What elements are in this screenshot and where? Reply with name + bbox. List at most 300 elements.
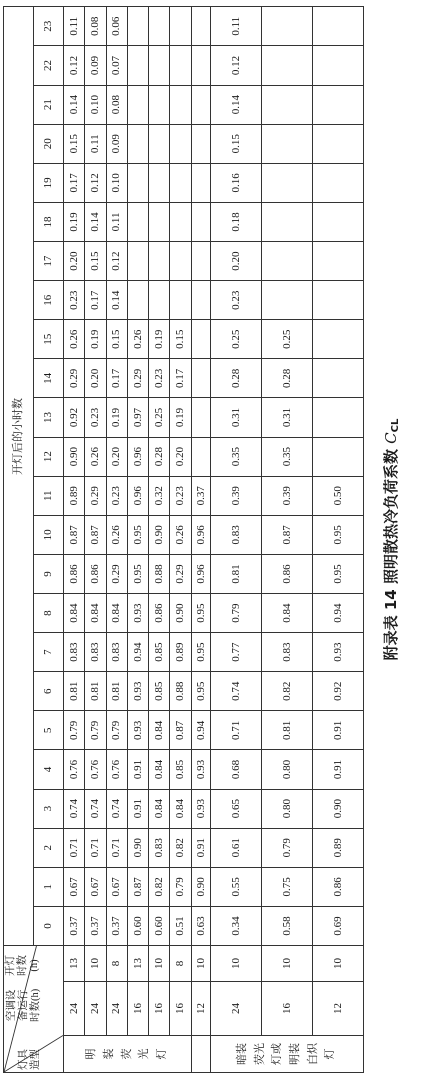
coefficient-cell: 0.83 xyxy=(106,633,127,672)
coefficient-cell: 0.14 xyxy=(85,202,106,241)
coefficient-cell: 0.15 xyxy=(85,242,106,281)
coefficient-cell: 0.26 xyxy=(106,515,127,554)
coefficient-cell: 0.88 xyxy=(149,554,170,593)
coefficient-cell: 0.93 xyxy=(127,672,148,711)
coefficient-cell: 0.97 xyxy=(127,398,148,437)
coefficient-cell xyxy=(149,163,170,202)
coefficient-cell: 0.81 xyxy=(64,672,85,711)
coefficient-cell: 0.15 xyxy=(106,320,127,359)
table-row xyxy=(64,7,85,1073)
table-row xyxy=(106,7,127,1073)
hour-header-17: 17 xyxy=(34,242,64,281)
coefficient-cell xyxy=(170,281,191,320)
coefficient-cell xyxy=(127,46,148,85)
coefficient-cell: 0.68 xyxy=(211,750,262,789)
coefficient-cell: 0.83 xyxy=(211,515,262,554)
coefficient-cell: 0.14 xyxy=(106,281,127,320)
table-row xyxy=(127,7,148,1073)
coefficient-cell xyxy=(262,242,313,281)
coefficient-cell: 0.55 xyxy=(211,867,262,906)
coefficient-cell: 0.25 xyxy=(211,320,262,359)
coefficient-cell: 0.18 xyxy=(211,202,262,241)
coefficient-cell: 0.82 xyxy=(262,672,313,711)
coefficient-cell xyxy=(313,7,364,46)
hour-header-14: 14 xyxy=(34,359,64,398)
light-hours-cell: 10 xyxy=(85,945,106,981)
coefficient-cell xyxy=(149,242,170,281)
hour-header-7: 7 xyxy=(34,633,64,672)
coefficient-cell xyxy=(170,163,191,202)
coefficient-cell: 0.79 xyxy=(211,594,262,633)
coefficient-cell: 0.23 xyxy=(211,281,262,320)
table-row xyxy=(170,7,191,1073)
table-row xyxy=(313,7,364,1073)
title-text: 附录表 14 照明散热冷负荷系数 xyxy=(382,443,400,661)
coefficient-cell: 0.94 xyxy=(127,633,148,672)
coefficient-cell xyxy=(313,46,364,85)
coefficient-cell: 0.84 xyxy=(149,750,170,789)
coefficient-cell: 0.84 xyxy=(64,594,85,633)
coefficient-cell xyxy=(262,124,313,163)
coefficient-cell: 0.12 xyxy=(64,46,85,85)
coefficient-cell: 0.60 xyxy=(127,906,148,945)
coefficient-cell: 0.15 xyxy=(211,124,262,163)
coefficient-cell: 0.91 xyxy=(313,750,364,789)
fixture-type-empty-cell xyxy=(191,1036,211,1073)
coefficient-cell: 0.35 xyxy=(211,437,262,476)
coefficient-cell: 0.16 xyxy=(211,163,262,202)
coefficient-cell: 0.17 xyxy=(64,163,85,202)
coefficient-cell: 0.92 xyxy=(313,672,364,711)
coefficient-cell: 0.79 xyxy=(106,711,127,750)
hour-header-22: 22 xyxy=(34,46,64,85)
hour-header-4: 4 xyxy=(34,750,64,789)
coefficient-cell: 0.89 xyxy=(64,476,85,515)
coefficient-cell: 0.67 xyxy=(85,867,106,906)
coefficient-cell: 0.86 xyxy=(85,554,106,593)
coefficient-cell xyxy=(127,281,148,320)
coefficient-cell: 0.82 xyxy=(149,867,170,906)
coefficient-cell: 0.76 xyxy=(106,750,127,789)
coefficient-cell: 0.29 xyxy=(170,554,191,593)
ac-hours-cell: 24 xyxy=(106,982,127,1036)
coefficient-cell: 0.90 xyxy=(64,437,85,476)
coefficient-cell xyxy=(313,437,364,476)
ac-hours-cell: 24 xyxy=(85,982,106,1036)
coefficient-cell: 0.29 xyxy=(127,359,148,398)
coefficient-cell: 0.91 xyxy=(191,828,211,867)
coefficient-cell: 0.58 xyxy=(262,906,313,945)
coefficient-cell: 0.86 xyxy=(262,554,313,593)
coefficient-cell: 0.39 xyxy=(211,476,262,515)
coefficient-cell: 0.87 xyxy=(85,515,106,554)
hour-header-0: 0 xyxy=(34,906,64,945)
corner-ac-label: 空调设 备运行 时数(h) xyxy=(6,988,42,1022)
coefficient-cell xyxy=(191,46,211,85)
light-hours-cell: 10 xyxy=(211,945,262,981)
coefficient-cell: 0.11 xyxy=(211,7,262,46)
coefficient-cell: 0.95 xyxy=(313,515,364,554)
coefficient-cell: 0.82 xyxy=(170,828,191,867)
coefficient-cell: 0.93 xyxy=(191,789,211,828)
coefficient-cell: 0.25 xyxy=(262,320,313,359)
coefficient-cell: 0.90 xyxy=(313,789,364,828)
coefficient-cell xyxy=(191,281,211,320)
coefficient-cell: 0.60 xyxy=(149,906,170,945)
coefficient-cell xyxy=(262,202,313,241)
coefficient-cell: 0.12 xyxy=(211,46,262,85)
hour-header-18: 18 xyxy=(34,202,64,241)
hour-header-9: 9 xyxy=(34,554,64,593)
coefficient-cell: 0.94 xyxy=(191,711,211,750)
coefficient-cell xyxy=(191,124,211,163)
coefficient-cell: 0.19 xyxy=(64,202,85,241)
coefficient-cell xyxy=(191,359,211,398)
light-hours-cell: 10 xyxy=(191,945,211,981)
coefficient-cell: 0.79 xyxy=(64,711,85,750)
coefficient-cell: 0.83 xyxy=(85,633,106,672)
coefficient-cell: 0.87 xyxy=(262,515,313,554)
coefficient-cell: 0.17 xyxy=(85,281,106,320)
ac-hours-cell: 16 xyxy=(127,982,148,1036)
coefficient-cell xyxy=(170,7,191,46)
hour-header-3: 3 xyxy=(34,789,64,828)
ac-hours-cell: 24 xyxy=(64,982,85,1036)
coefficient-cell: 0.39 xyxy=(262,476,313,515)
coefficient-cell: 0.34 xyxy=(211,906,262,945)
coefficient-cell: 0.84 xyxy=(262,594,313,633)
coefficient-cell xyxy=(313,163,364,202)
coefficient-cell: 0.79 xyxy=(170,867,191,906)
hour-header-5: 5 xyxy=(34,711,64,750)
ac-hours-cell: 12 xyxy=(313,982,364,1036)
title-subscript: CL xyxy=(390,418,401,433)
coefficient-cell: 0.31 xyxy=(262,398,313,437)
coefficient-cell: 0.92 xyxy=(64,398,85,437)
coefficient-cell: 0.79 xyxy=(262,828,313,867)
coefficient-cell: 0.20 xyxy=(170,437,191,476)
coefficient-cell: 0.23 xyxy=(149,359,170,398)
coefficient-cell: 0.14 xyxy=(64,85,85,124)
coefficient-cell: 0.71 xyxy=(64,828,85,867)
coefficient-cell: 0.67 xyxy=(106,867,127,906)
coefficient-cell: 0.74 xyxy=(64,789,85,828)
coefficient-cell: 0.12 xyxy=(85,163,106,202)
coefficient-cell: 0.51 xyxy=(170,906,191,945)
hours-label: 开灯后的小时数 xyxy=(4,7,34,946)
light-hours-cell: 13 xyxy=(127,945,148,981)
coefficient-cell: 0.84 xyxy=(85,594,106,633)
coefficient-cell: 0.26 xyxy=(64,320,85,359)
coefficient-cell: 0.10 xyxy=(85,85,106,124)
coefficient-cell xyxy=(191,202,211,241)
coefficient-cell: 0.20 xyxy=(64,242,85,281)
coefficient-cell: 0.96 xyxy=(191,515,211,554)
coefficient-cell: 0.09 xyxy=(106,124,127,163)
coefficient-cell xyxy=(191,320,211,359)
coefficient-cell: 0.85 xyxy=(170,750,191,789)
coefficient-cell: 0.17 xyxy=(106,359,127,398)
coefficient-cell xyxy=(149,124,170,163)
coefficient-cell: 0.25 xyxy=(149,398,170,437)
coefficient-cell xyxy=(191,163,211,202)
coefficient-cell: 0.11 xyxy=(64,7,85,46)
coefficient-cell: 0.37 xyxy=(85,906,106,945)
light-hours-cell: 13 xyxy=(64,945,85,981)
coefficient-cell: 0.19 xyxy=(106,398,127,437)
coefficient-cell xyxy=(313,242,364,281)
coefficient-cell: 0.15 xyxy=(170,320,191,359)
hour-header-10: 10 xyxy=(34,515,64,554)
coefficient-cell: 0.84 xyxy=(106,594,127,633)
header-row-1 xyxy=(4,7,34,1073)
coefficient-cell: 0.85 xyxy=(149,633,170,672)
coefficient-cell xyxy=(262,85,313,124)
coefficient-cell: 0.95 xyxy=(313,554,364,593)
coefficient-cell: 0.67 xyxy=(64,867,85,906)
coefficient-cell: 0.20 xyxy=(106,437,127,476)
coefficient-cell: 0.93 xyxy=(313,633,364,672)
coefficient-cell xyxy=(170,242,191,281)
hour-header-1: 1 xyxy=(34,867,64,906)
cooling-load-coefficient-table xyxy=(3,6,364,1073)
coefficient-cell: 0.61 xyxy=(211,828,262,867)
coefficient-cell: 0.19 xyxy=(170,398,191,437)
coefficient-cell: 0.50 xyxy=(313,476,364,515)
coefficient-cell: 0.23 xyxy=(106,476,127,515)
light-hours-cell: 10 xyxy=(262,945,313,981)
header-row-hours xyxy=(34,7,64,1073)
coefficient-cell: 0.71 xyxy=(211,711,262,750)
coefficient-cell: 0.23 xyxy=(170,476,191,515)
coefficient-cell: 0.94 xyxy=(313,594,364,633)
coefficient-cell: 0.81 xyxy=(262,711,313,750)
coefficient-cell: 0.29 xyxy=(85,476,106,515)
hour-header-8: 8 xyxy=(34,594,64,633)
hour-header-2: 2 xyxy=(34,828,64,867)
coefficient-cell xyxy=(313,85,364,124)
fixture-type-cell: 明 装 荧 光 灯 xyxy=(64,1036,192,1073)
coefficient-cell: 0.77 xyxy=(211,633,262,672)
coefficient-cell: 0.29 xyxy=(106,554,127,593)
coefficient-cell: 0.90 xyxy=(127,828,148,867)
light-hours-cell: 8 xyxy=(170,945,191,981)
coefficient-cell: 0.74 xyxy=(106,789,127,828)
coefficient-cell xyxy=(191,437,211,476)
coefficient-cell xyxy=(313,281,364,320)
coefficient-cell: 0.83 xyxy=(64,633,85,672)
coefficient-cell: 0.89 xyxy=(313,828,364,867)
coefficient-cell: 0.17 xyxy=(170,359,191,398)
coefficient-cell xyxy=(127,85,148,124)
coefficient-cell: 0.37 xyxy=(106,906,127,945)
table-row xyxy=(262,7,313,1073)
table-row xyxy=(211,7,262,1073)
coefficient-cell: 0.69 xyxy=(313,906,364,945)
coefficient-cell xyxy=(149,46,170,85)
table-row xyxy=(149,7,170,1073)
coefficient-cell: 0.91 xyxy=(313,711,364,750)
coefficient-cell xyxy=(127,242,148,281)
coefficient-cell xyxy=(313,320,364,359)
hour-header-15: 15 xyxy=(34,320,64,359)
coefficient-cell: 0.63 xyxy=(191,906,211,945)
coefficient-cell: 0.26 xyxy=(85,437,106,476)
coefficient-cell xyxy=(262,281,313,320)
coefficient-cell xyxy=(149,281,170,320)
coefficient-cell: 0.81 xyxy=(211,554,262,593)
coefficient-cell xyxy=(149,7,170,46)
coefficient-cell: 0.93 xyxy=(191,750,211,789)
coefficient-cell xyxy=(127,202,148,241)
corner-light-label: 开灯 时数 (h) xyxy=(5,955,41,976)
coefficient-cell: 0.20 xyxy=(85,359,106,398)
coefficient-cell: 0.90 xyxy=(191,867,211,906)
coefficient-cell: 0.28 xyxy=(262,359,313,398)
coefficient-cell: 0.23 xyxy=(64,281,85,320)
coefficient-cell: 0.28 xyxy=(211,359,262,398)
hour-header-11: 11 xyxy=(34,476,64,515)
coefficient-cell: 0.10 xyxy=(106,163,127,202)
coefficient-cell: 0.26 xyxy=(127,320,148,359)
coefficient-cell: 0.84 xyxy=(149,711,170,750)
ac-hours-cell: 16 xyxy=(262,982,313,1036)
coefficient-cell: 0.74 xyxy=(85,789,106,828)
coefficient-cell xyxy=(149,202,170,241)
coefficient-cell xyxy=(262,46,313,85)
coefficient-cell: 0.86 xyxy=(149,594,170,633)
hour-header-21: 21 xyxy=(34,85,64,124)
coefficient-cell: 0.19 xyxy=(149,320,170,359)
coefficient-cell xyxy=(149,85,170,124)
table-title xyxy=(380,0,401,1079)
table-row xyxy=(191,7,211,1073)
coefficient-cell xyxy=(313,398,364,437)
coefficient-cell: 0.83 xyxy=(149,828,170,867)
coefficient-cell: 0.71 xyxy=(85,828,106,867)
coefficient-cell: 0.88 xyxy=(170,672,191,711)
table-row xyxy=(85,7,106,1073)
coefficient-cell: 0.29 xyxy=(64,359,85,398)
coefficient-cell: 0.87 xyxy=(64,515,85,554)
coefficient-cell: 0.09 xyxy=(85,46,106,85)
ac-hours-cell: 16 xyxy=(149,982,170,1036)
coefficient-cell: 0.87 xyxy=(170,711,191,750)
hour-header-20: 20 xyxy=(34,124,64,163)
coefficient-cell: 0.95 xyxy=(127,515,148,554)
hour-header-16: 16 xyxy=(34,281,64,320)
light-hours-cell: 8 xyxy=(106,945,127,981)
coefficient-cell: 0.84 xyxy=(170,789,191,828)
hour-header-19: 19 xyxy=(34,163,64,202)
coefficient-cell xyxy=(191,7,211,46)
hour-header-13: 13 xyxy=(34,398,64,437)
hour-header-12: 12 xyxy=(34,437,64,476)
coefficient-cell xyxy=(313,202,364,241)
coefficient-cell: 0.11 xyxy=(106,202,127,241)
coefficient-cell: 0.80 xyxy=(262,750,313,789)
coefficient-cell: 0.80 xyxy=(262,789,313,828)
coefficient-cell: 0.81 xyxy=(85,672,106,711)
coefficient-cell: 0.86 xyxy=(313,867,364,906)
coefficient-cell: 0.83 xyxy=(262,633,313,672)
coefficient-cell xyxy=(127,7,148,46)
coefficient-cell xyxy=(191,242,211,281)
coefficient-cell xyxy=(170,46,191,85)
coefficient-cell xyxy=(170,202,191,241)
coefficient-cell xyxy=(262,163,313,202)
coefficient-cell: 0.89 xyxy=(170,633,191,672)
coefficient-cell: 0.20 xyxy=(211,242,262,281)
coefficient-cell xyxy=(127,163,148,202)
coefficient-cell: 0.84 xyxy=(149,789,170,828)
coefficient-cell: 0.81 xyxy=(106,672,127,711)
coefficient-cell: 0.26 xyxy=(170,515,191,554)
coefficient-cell xyxy=(191,398,211,437)
coefficient-cell: 0.96 xyxy=(127,476,148,515)
fixture-type-cell: 暗装 荧光 灯或 明装 白炽 灯 xyxy=(211,1036,364,1073)
coefficient-cell: 0.93 xyxy=(127,594,148,633)
coefficient-cell: 0.31 xyxy=(211,398,262,437)
ac-hours-cell: 24 xyxy=(211,982,262,1036)
coefficient-cell: 0.96 xyxy=(127,437,148,476)
ac-hours-cell: 12 xyxy=(191,982,211,1036)
hour-header-6: 6 xyxy=(34,672,64,711)
coefficient-cell xyxy=(262,7,313,46)
coefficient-cell: 0.19 xyxy=(85,320,106,359)
coefficient-cell: 0.95 xyxy=(191,594,211,633)
hour-header-23: 23 xyxy=(34,7,64,46)
coefficient-cell: 0.76 xyxy=(85,750,106,789)
coefficient-cell: 0.75 xyxy=(262,867,313,906)
coefficient-cell: 0.76 xyxy=(64,750,85,789)
coefficient-cell: 0.35 xyxy=(262,437,313,476)
coefficient-cell: 0.08 xyxy=(106,85,127,124)
coefficient-cell: 0.12 xyxy=(106,242,127,281)
coefficient-cell: 0.79 xyxy=(85,711,106,750)
coefficient-cell: 0.23 xyxy=(85,398,106,437)
coefficient-cell: 0.86 xyxy=(64,554,85,593)
light-hours-cell: 10 xyxy=(313,945,364,981)
coefficient-cell: 0.95 xyxy=(191,633,211,672)
coefficient-cell: 0.91 xyxy=(127,750,148,789)
diagonal-header-cell xyxy=(4,945,64,1072)
coefficient-cell: 0.74 xyxy=(211,672,262,711)
coefficient-cell: 0.28 xyxy=(149,437,170,476)
light-hours-cell: 10 xyxy=(149,945,170,981)
coefficient-cell: 0.87 xyxy=(127,867,148,906)
coefficient-cell: 0.37 xyxy=(64,906,85,945)
coefficient-cell: 0.90 xyxy=(170,594,191,633)
coefficient-cell xyxy=(170,124,191,163)
coefficient-cell: 0.06 xyxy=(106,7,127,46)
coefficient-cell: 0.91 xyxy=(127,789,148,828)
coefficient-cell: 0.65 xyxy=(211,789,262,828)
coefficient-cell: 0.85 xyxy=(149,672,170,711)
coefficient-cell xyxy=(313,124,364,163)
coefficient-cell: 0.08 xyxy=(85,7,106,46)
coefficient-cell: 0.90 xyxy=(149,515,170,554)
corner-fixture-label: 灯具 造型 xyxy=(18,1049,42,1070)
coefficient-cell: 0.93 xyxy=(127,711,148,750)
coefficient-cell: 0.07 xyxy=(106,46,127,85)
ac-hours-cell: 16 xyxy=(170,982,191,1036)
coefficient-cell: 0.37 xyxy=(191,476,211,515)
coefficient-cell: 0.11 xyxy=(85,124,106,163)
coefficient-cell: 0.71 xyxy=(106,828,127,867)
coefficient-cell: 0.15 xyxy=(64,124,85,163)
coefficient-cell xyxy=(127,124,148,163)
